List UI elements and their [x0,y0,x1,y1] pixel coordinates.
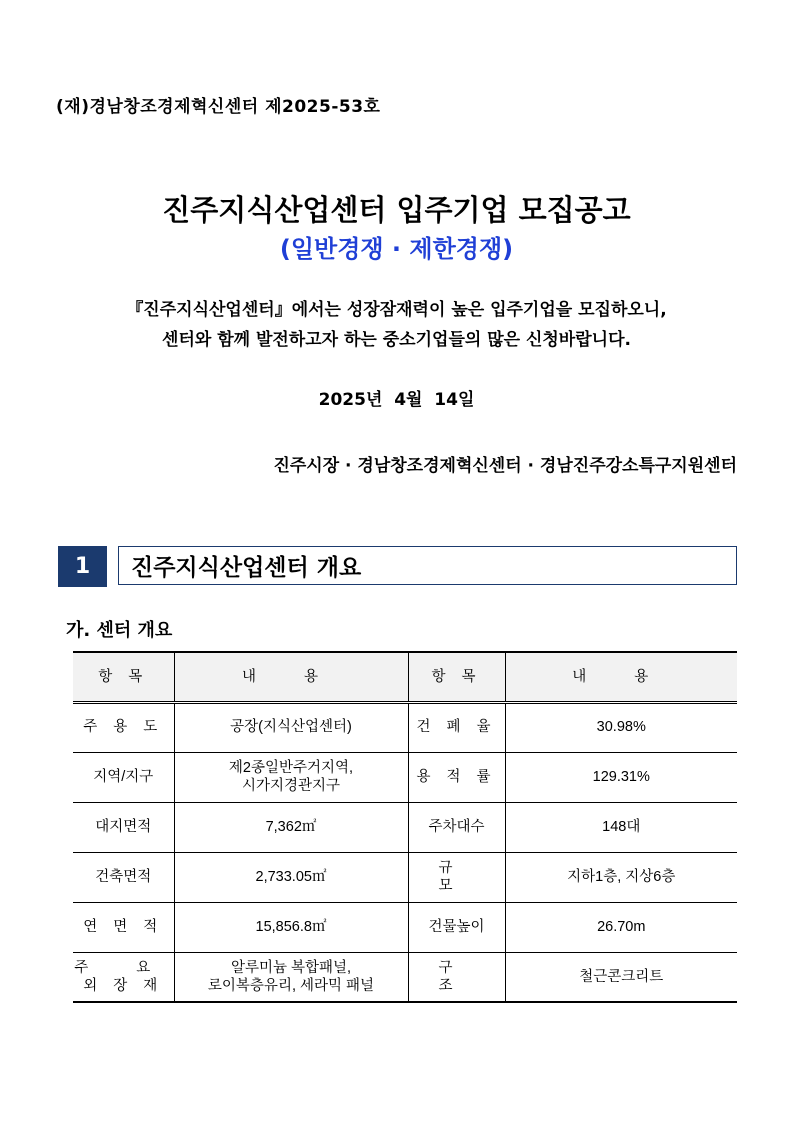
page-title: 진주지식산업센터 입주기업 모집공고 [162,193,631,227]
row-item-value: 2,733.05㎡ [174,852,408,902]
table-header-row [73,652,737,702]
row-item-label: 건축면적 [73,852,174,902]
table-row [73,802,737,852]
label-line: 외 장 재 [83,977,164,994]
intro-line-1: 『진주지식산업센터』에서는 성장잠재력이 높은 입주기업을 모집하오니, [126,300,667,320]
row-item-label: 건 폐 율 [408,702,505,752]
issuing-organizations: 진주시장 · 경남창조경제혁신센터 · 경남진주강소특구지원센터 [273,456,737,476]
row-item-value: 지하1층, 지상6층 [505,852,737,902]
document-number: (재)경남창조경제혁신센터 제2025-53호 [56,97,381,117]
table-row [73,752,737,802]
row-item-label: 주차대수 [408,802,505,852]
row-item-label: 용 적 률 [408,752,505,802]
value-line: 로이복층유리, 세라믹 패널 [207,977,375,994]
header-item-2: 항 목 [408,652,505,702]
row-item-value: 129.31% [505,752,737,802]
label-line: 주 요 [74,959,173,976]
row-item-value [174,752,408,802]
section-number-badge: 1 [58,546,107,587]
subsection-heading: 가. 센터 개요 [66,620,173,641]
page-subtitle: (일반경쟁 · 제한경쟁) [279,235,514,263]
value-line: 시가지경관지구 [241,778,341,794]
row-item-value: 30.98% [505,702,737,752]
row-item-label: 건물높이 [408,902,505,952]
row-item-label [73,952,174,1002]
row-item-value: 7,362㎡ [174,802,408,852]
row-item-value: 공장(지식산업센터) [174,702,408,752]
section-title-box [118,546,737,585]
row-item-label: 구 조 [408,952,505,1002]
row-item-value [174,952,408,1002]
header-content-2: 내 용 [505,652,737,702]
row-item-value: 철근콘크리트 [505,952,737,1002]
table-row [73,902,737,952]
row-item-label: 규 모 [408,852,505,902]
row-item-label: 지역/지구 [73,752,174,802]
center-overview-table [73,651,737,1003]
section-title: 진주지식산업센터 개요 [131,555,362,581]
announcement-date: 2025년 4월 14일 [318,390,475,410]
intro-line-2: 센터와 함께 발전하고자 하는 중소기업들의 많은 신청바랍니다. [162,330,631,350]
table-row [73,702,737,752]
value-line: 알루미늄 복합패널, [230,959,352,976]
row-item-label: 연 면 적 [73,902,174,952]
header-content-1: 내 용 [174,652,408,702]
row-item-label: 대지면적 [73,802,174,852]
row-item-value: 15,856.8㎡ [174,902,408,952]
row-item-value: 26.70m [505,902,737,952]
value-line: 제2종일반주거지역, [228,759,354,776]
table-row [73,952,737,1002]
table-row [73,852,737,902]
row-item-label: 주 용 도 [73,702,174,752]
header-item-1: 항 목 [73,652,174,702]
row-item-value: 148대 [505,802,737,852]
